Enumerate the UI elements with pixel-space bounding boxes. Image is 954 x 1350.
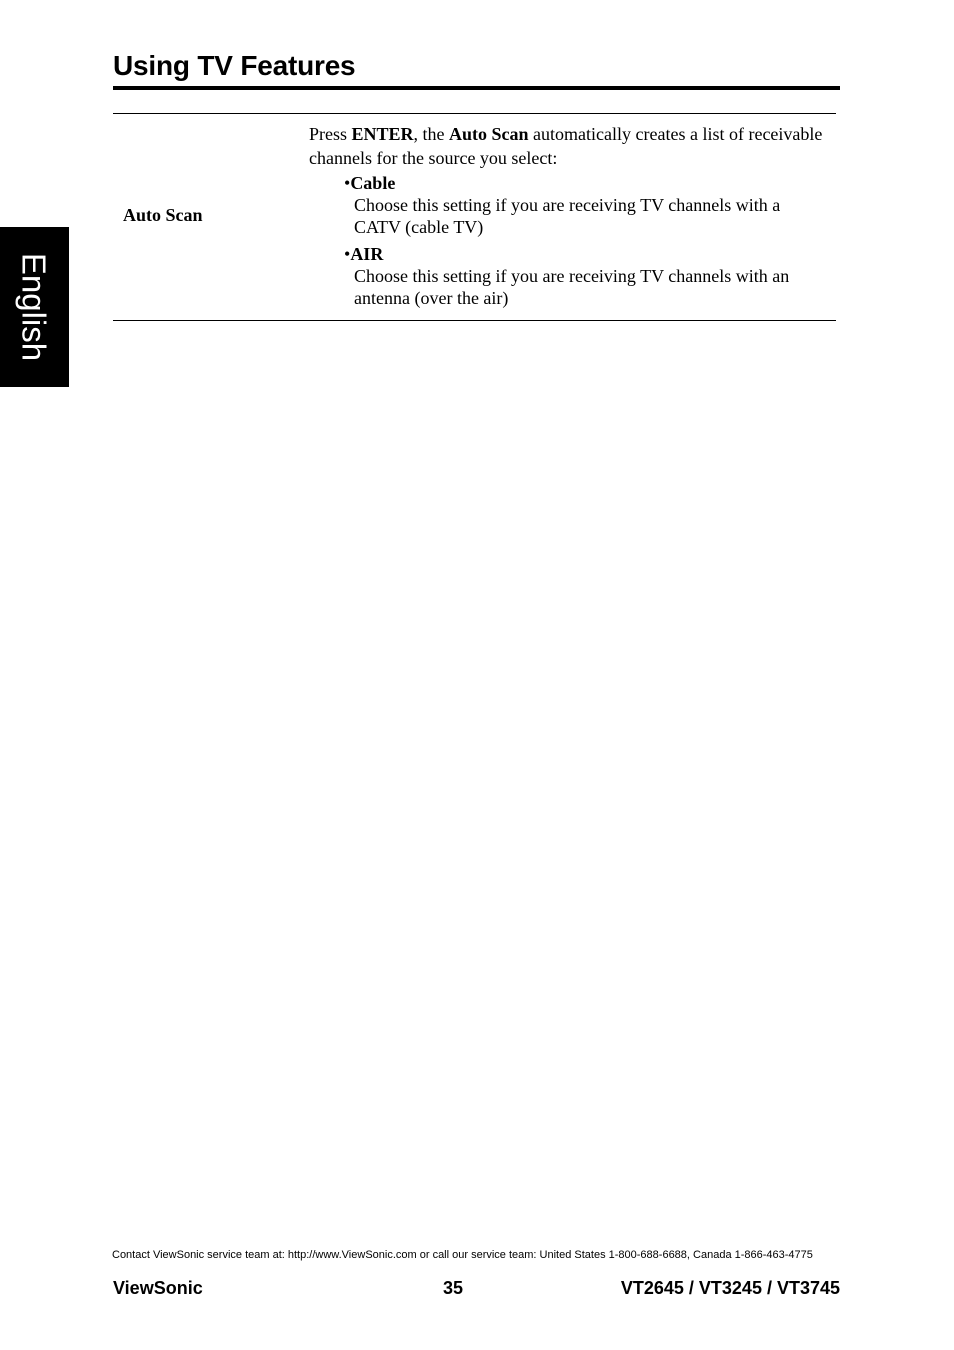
intro-bold-enter: ENTER <box>351 124 414 144</box>
option-air <box>344 243 829 309</box>
option-cable <box>344 172 829 238</box>
option-label: Cable <box>350 173 396 193</box>
intro-bold-auto-scan: Auto Scan <box>449 124 529 144</box>
footer-brand: ViewSonic <box>113 1278 203 1298</box>
page-title: Using TV Features <box>113 50 356 81</box>
page-number: 35 <box>443 1278 464 1298</box>
bullet-icon: • <box>344 173 351 193</box>
feature-table <box>113 113 836 321</box>
option-head <box>344 243 829 265</box>
feature-description <box>309 122 829 309</box>
language-tab <box>0 227 69 387</box>
language-tab-label: English <box>15 252 53 362</box>
option-label: AIR <box>350 244 384 264</box>
bullet-icon: • <box>344 244 351 264</box>
feature-intro <box>309 122 829 170</box>
intro-text-3: automatically creates a list of receivable channels for the source you select: <box>309 124 823 168</box>
title-rule <box>113 86 840 90</box>
intro-text-1: Press <box>309 124 352 144</box>
intro-text-2: , the <box>413 124 450 144</box>
footer-models: VT2645 / VT3245 / VT3745 <box>620 1278 840 1298</box>
feature-term: Auto Scan <box>123 205 203 225</box>
option-text: Choose this setting if you are receiving TV channels with a CATV (cable TV) <box>354 195 781 237</box>
contact-line: Contact ViewSonic service team at: http://www.ViewSonic.com or call our service team: United States 1-800-688-6688, Canada 1-866-463-4775 <box>112 1249 813 1261</box>
option-head <box>344 172 829 194</box>
option-text: Choose this setting if you are receiving TV channels with an antenna (over the air) <box>354 266 790 308</box>
